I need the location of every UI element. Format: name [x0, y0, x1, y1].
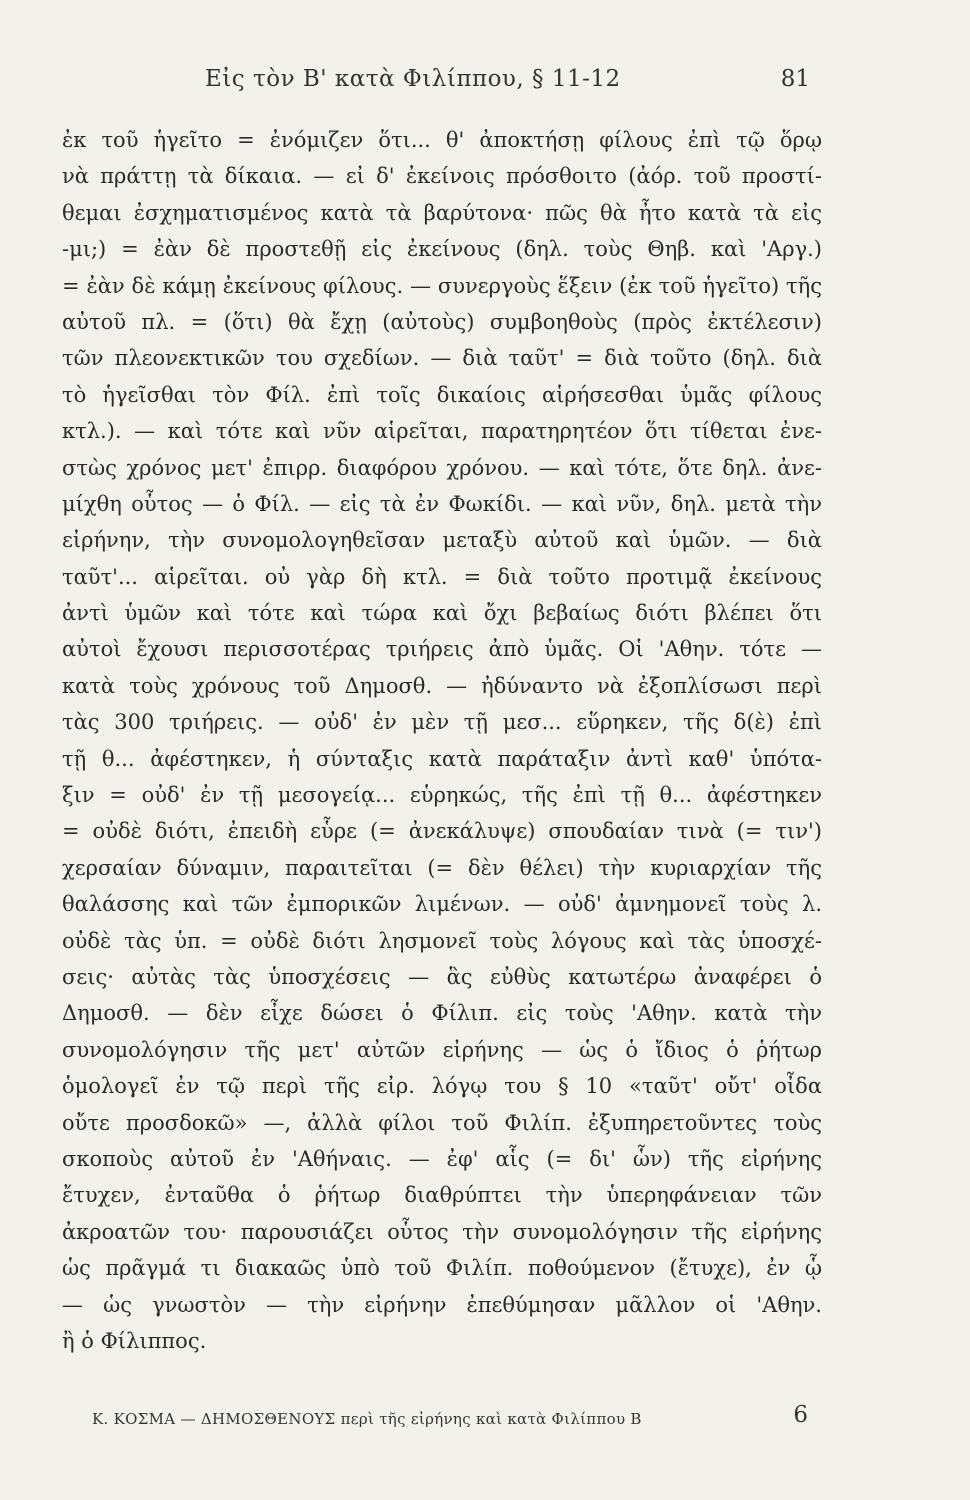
text-line: οὐδὲ τὰς ὑπ. = οὐδὲ διότι λησμονεῖ τοὺς λόγους καὶ τὰς ὑποσχέ-: [62, 928, 822, 953]
text-line: σκοποὺς αὐτοῦ ἐν 'Αθήναις. — ἐφ' αἷς (= δι' ὧν) τῆς εἰρήνης: [62, 1146, 822, 1171]
text-line: -μι;) = ἐὰν δὲ προστεθῇ εἰς ἐκείνους (δηλ. τοὺς Θηβ. καὶ 'Αργ.): [62, 237, 822, 262]
text-line: κτλ.). — καὶ τότε καὶ νῦν αἱρεῖται, παρατηρητέον ὅτι τίθεται ἐνε-: [62, 419, 822, 444]
text-line: ἐκ τοῦ ἡγεῖτο = ἐνόμιζεν ὅτι... θ' ἀποκτήσῃ φίλους ἐπὶ τῷ ὅρῳ: [62, 128, 822, 152]
signature-mark: 6: [793, 1402, 808, 1428]
text-line: αὐτοῦ πλ. = (ὅτι) θὰ ἔχῃ (αὐτοὺς) συμβοηθοὺς (πρὸς ἐκτέλεσιν): [62, 309, 822, 334]
text-line: τῇ θ... ἀφέστηκεν, ἡ σύνταξις κατὰ παράταξιν ἀντὶ καθ' ὑπότα-: [62, 746, 822, 771]
text-line: θαλάσσης καὶ τῶν ἐμπορικῶν λιμένων. — οὐδ' ἀμνημονεῖ τοὺς λ.: [62, 892, 822, 917]
text-line: τῶν πλεονεκτικῶν του σχεδίων. — διὰ ταῦτ' = διὰ τοῦτο (δηλ. διὰ: [62, 346, 822, 371]
text-line: τὸ ἡγεῖσθαι τὸν Φίλ. ἐπὶ τοῖς δικαίοις αἱρήσεσθαι ὑμᾶς φίλους: [62, 382, 822, 407]
text-line: χερσαίαν δύναμιν, παραιτεῖται (= δὲν θέλει) τὴν κυριαρχίαν τῆς: [62, 855, 822, 880]
text-line: στὼς χρόνος μετ' ἐπιρρ. διαφόρου χρόνου. — καὶ τότε, ὅτε δηλ. ἀνε-: [62, 455, 822, 480]
text-line: Δημοσθ. — δὲν εἶχε δώσει ὁ Φίλιπ. εἰς τοὺς 'Αθην. κατὰ τὴν: [62, 1001, 822, 1026]
text-line: θεμαι ἐσχηματισμένος κατὰ τὰ βαρύτονα· πῶς θὰ ἦτο κατὰ τὰ εἰς: [62, 200, 822, 225]
text-line: σεις· αὐτὰς τὰς ὑποσχέσεις — ἃς εὐθὺς κατωτέρω ἀναφέρει ὁ: [62, 964, 822, 989]
text-line: οὔτε προσδοκῶ» —, ἀλλὰ φίλοι τοῦ Φιλίπ. ἐξυπηρετοῦντες τοὺς: [62, 1110, 822, 1135]
text-line: ὁμολογεῖ ἐν τῷ περὶ τῆς εἰρ. λόγῳ του § 10 «ταῦτ' οὔτ' οἶδα: [62, 1074, 822, 1099]
text-line: = οὐδὲ διότι, ἐπειδὴ εὗρε (= ἀνεκάλυψε) σπουδαίαν τινὰ (= τιν'): [62, 819, 822, 844]
text-line: ὡς πρᾶγμά τι διακαῶς ὑπὸ τοῦ Φιλίπ. ποθούμενον (ἔτυχε), ἐν ᾧ: [62, 1256, 822, 1281]
text-line: = ἐὰν δὲ κάμῃ ἐκείνους φίλους. — συνεργοὺς ἕξειν (ἐκ τοῦ ἡγεῖτο) τῆς: [62, 273, 822, 298]
text-line: ἀκροατῶν του· παρουσιάζει οὗτος τὴν συνομολόγησιν τῆς εἰρήνης: [62, 1219, 822, 1244]
text-line: — ὡς γνωστὸν — τὴν εἰρήνην ἐπεθύμησαν μᾶλλον οἱ 'Αθην.: [62, 1292, 822, 1317]
text-line: νὰ πράττῃ τὰ δίκαια. — εἰ δ' ἐκείνοις πρόσθοιτο (ἀόρ. τοῦ προστί-: [62, 164, 822, 189]
page-number: 81: [780, 66, 810, 92]
text-line: ἢ ὁ Φίλιππος.: [62, 1328, 207, 1353]
text-line: ξιν = οὐδ' ἐν τῇ μεσογείᾳ... εὑρηκώς, τῆς ἐπὶ τῇ θ... ἀφέστηκεν: [62, 783, 822, 808]
running-title: Εἰς τὸν Β' κατὰ Φιλίππου, § 11-12: [205, 66, 621, 92]
text-line: εἰρήνην, τὴν συνομολογηθεῖσαν μεταξὺ αὐτοῦ καὶ ὑμῶν. — διὰ: [62, 528, 822, 553]
printer-signature: Κ. ΚΟΣΜΑ — ΔΗΜΟΣΘΕΝΟΥΣ περὶ τῆς εἰρήνης καὶ κατὰ Φιλίππου Β: [92, 1410, 642, 1428]
text-line: συνομολόγησιν τῆς μετ' αὐτῶν εἰρήνης — ὡς ὁ ἴδιος ὁ ῥήτωρ: [62, 1037, 822, 1062]
text-line: ἔτυχεν, ἐνταῦθα ὁ ῥήτωρ διαθρύπτει τὴν ὑπερηφάνειαν τῶν: [62, 1183, 822, 1208]
commentary-text: [62, 122, 822, 1359]
text-line: τὰς 300 τριήρεις. — οὐδ' ἐν μὲν τῇ μεσ... εὕρηκεν, τῆς δ(ὲ) ἐπὶ: [62, 710, 822, 735]
text-line: κατὰ τοὺς χρόνους τοῦ Δημοσθ. — ἠδύναντο νὰ ἐξοπλίσωσι περὶ: [62, 673, 822, 698]
text-line: ταῦτ'... αἱρεῖται. οὐ γὰρ δὴ κτλ. = διὰ τοῦτο προτιμᾷ ἐκείνους: [62, 564, 822, 589]
text-line: μίχθη οὗτος — ὁ Φίλ. — εἰς τὰ ἐν Φωκίδι. — καὶ νῦν, δηλ. μετὰ τὴν: [62, 491, 822, 516]
text-line: ἀντὶ ὑμῶν καὶ τότε καὶ τώρα καὶ ὄχι βεβαίως διότι βλέπει ὅτι: [62, 601, 822, 626]
text-line: αὐτοὶ ἔχουσι περισσοτέρας τριήρεις ἀπὸ ὑμᾶς. Οἱ 'Αθην. τότε —: [62, 637, 822, 662]
